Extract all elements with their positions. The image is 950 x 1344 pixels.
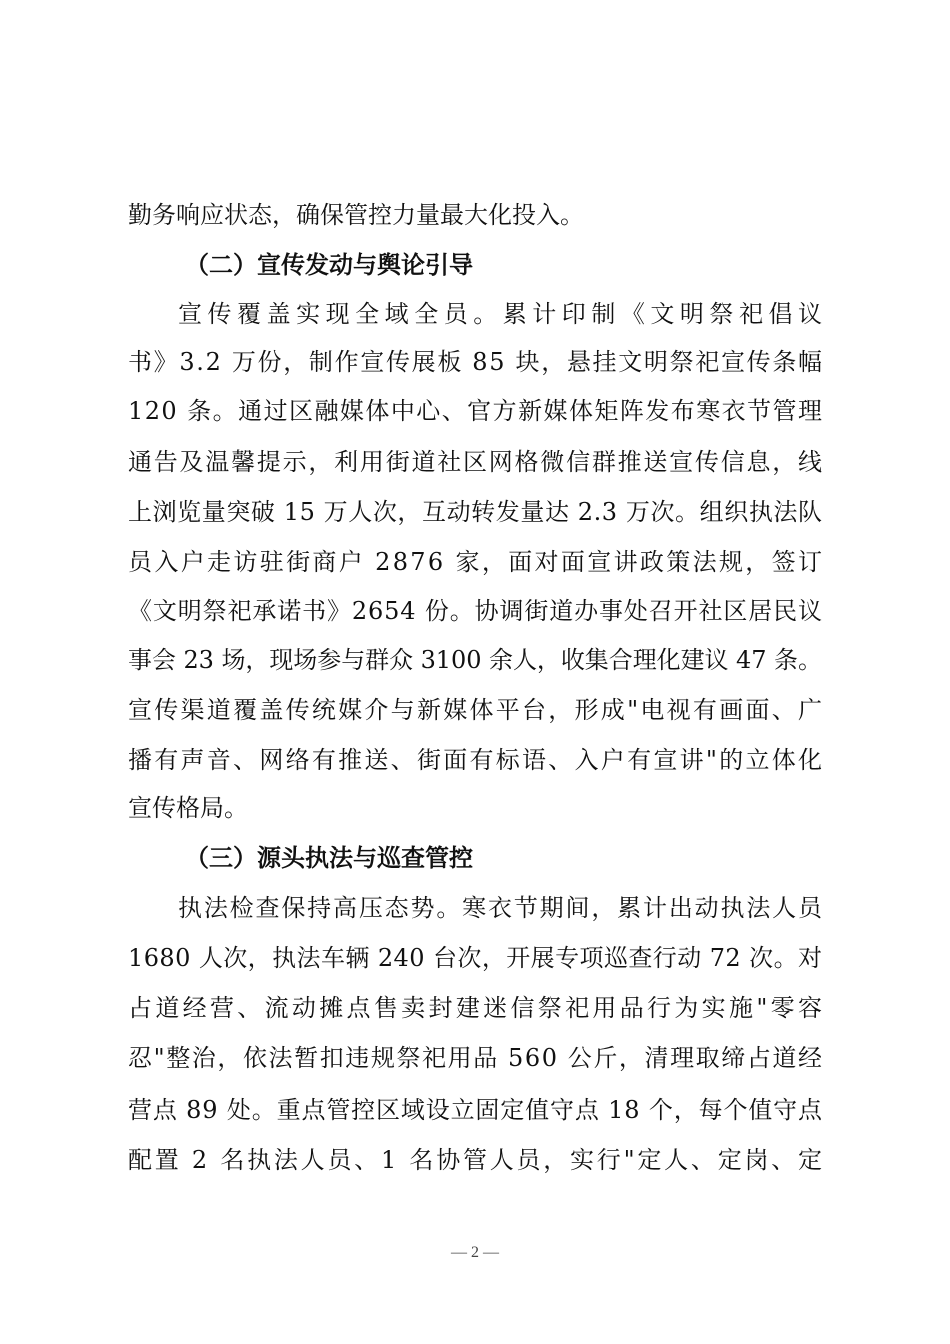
paragraph-line: 配置 2 名执法人员、1 名协管人员，实行"定人、定岗、定 bbox=[128, 1146, 825, 1174]
paragraph-line: 上浏览量突破 15 万人次，互动转发量达 2.3 万次。组织执法队 bbox=[128, 498, 823, 526]
page-number: — 2 — bbox=[451, 1244, 499, 1261]
paragraph-line: 宣传格局。 bbox=[128, 794, 248, 822]
paragraph-line: 播有声音、网络有推送、街面有标语、入户有宣讲"的立体化 bbox=[128, 746, 825, 774]
paragraph-line: 勤务响应状态，确保管控力量最大化投入。 bbox=[128, 201, 584, 229]
paragraph-line: 通告及温馨提示，利用街道社区网格微信群推送宣传信息，线 bbox=[128, 448, 824, 476]
paragraph-line: 忍"整治，依法暂扣违规祭祀用品 560 公斤，清理取缔占道经 bbox=[128, 1044, 824, 1072]
paragraph-line: 营点 89 处。重点管控区域设立固定值守点 18 个，每个值守点 bbox=[128, 1096, 823, 1124]
paragraph-line: 宣传覆盖实现全域全员。累计印制《文明祭祀倡议 bbox=[178, 300, 828, 328]
section-heading: （二）宣传发动与舆论引导 bbox=[185, 251, 473, 279]
paragraph-line: 书》3.2 万份，制作宣传展板 85 块，悬挂文明祭祀宣传条幅 bbox=[128, 348, 824, 376]
section-heading: （三）源头执法与巡查管控 bbox=[185, 844, 473, 872]
paragraph-line: 执法检查保持高压态势。寒衣节期间，累计出动执法人员 bbox=[178, 894, 824, 922]
paragraph-line: 120 条。通过区融媒体中心、官方新媒体矩阵发布寒衣节管理 bbox=[128, 397, 824, 425]
paragraph-line: 1680 人次，执法车辆 240 台次，开展专项巡查行动 72 次。对 bbox=[128, 944, 823, 972]
paragraph-line: 员入户走访驻街商户 2876 家，面对面宣讲政策法规，签订 bbox=[128, 548, 825, 576]
paragraph-line: 事会 23 场，现场参与群众 3100 余人，收集合理化建议 47 条。 bbox=[128, 646, 822, 674]
paragraph-line: 占道经营、流动摊点售卖封建迷信祭祀用品行为实施"零容 bbox=[128, 994, 826, 1022]
paragraph-line: 《文明祭祀承诺书》2654 份。协调街道办事处召开社区居民议 bbox=[128, 597, 823, 625]
paragraph-line: 宣传渠道覆盖传统媒介与新媒体平台，形成"电视有画面、广 bbox=[128, 696, 825, 724]
